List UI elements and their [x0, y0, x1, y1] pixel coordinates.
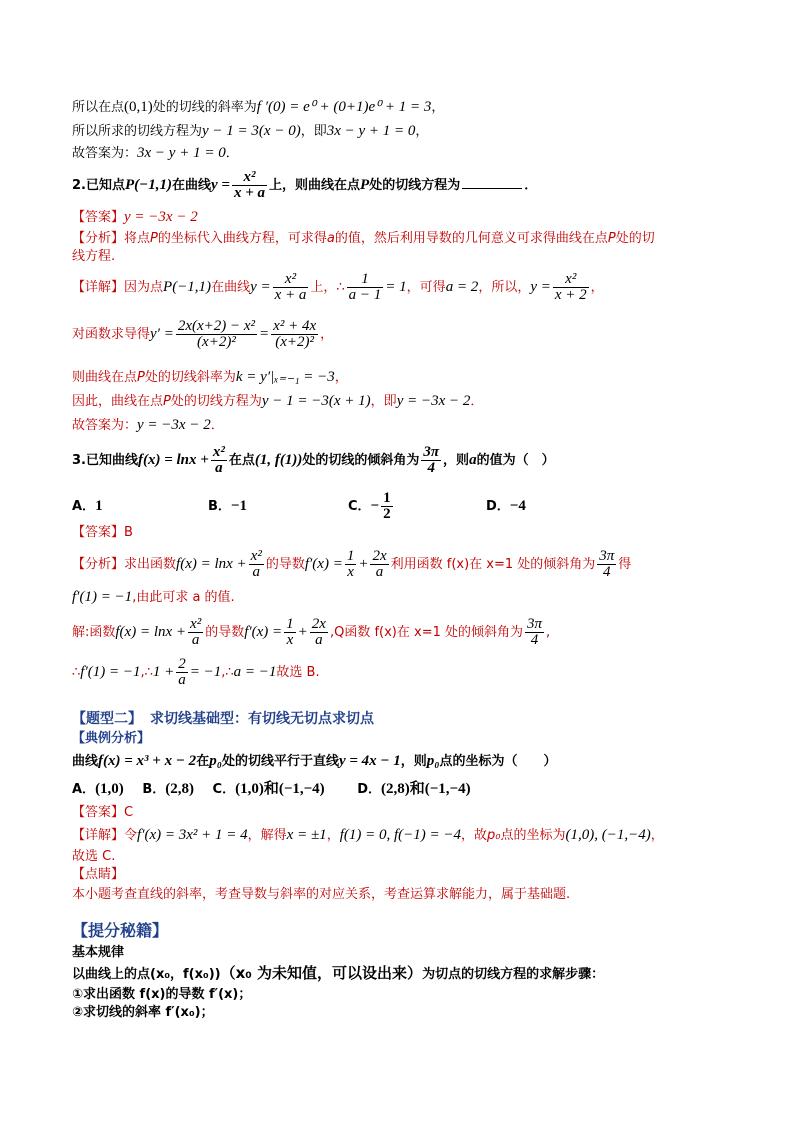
- text: 的值为（ ）: [476, 453, 555, 468]
- denominator: a: [215, 460, 223, 476]
- text: ,∴: [221, 665, 234, 680]
- text: 在: [196, 754, 210, 769]
- text: 线方程.: [72, 249, 116, 264]
- type2-note: 本小题考查直线的斜率，考查导数与斜率的对应关系，考查运算求解能力，属于基础题.: [72, 887, 571, 902]
- tifen-step-1: ①求出函数 f(x)的导数 f′(x)；: [72, 987, 252, 1002]
- text: 处的切线方程为: [170, 394, 262, 409]
- text: 在点: [228, 453, 255, 468]
- math-expr: =: [259, 326, 270, 342]
- math-expr: f(1) = 0, f(−1) = −4: [339, 827, 462, 843]
- math-expr: = 1: [385, 279, 407, 295]
- denominator: (x+2)²: [275, 334, 315, 350]
- math-expr: f′(x) =: [244, 624, 283, 640]
- text: ，: [334, 370, 348, 385]
- text: ,由此可求 a 的值.: [132, 590, 235, 605]
- text: 上，则曲线在点: [269, 178, 361, 193]
- denominator: (x+2)²: [197, 334, 236, 350]
- text: ，可得: [406, 280, 446, 295]
- option-c[interactable]: C．(1,0)和(−1,−4): [212, 781, 325, 797]
- tifen-line-1: [72, 964, 604, 984]
- fraction: [347, 272, 384, 303]
- q2-derivative: [72, 316, 333, 353]
- math-expr: f(x) = x³ + x − 2: [98, 753, 197, 769]
- q3-analysis-1: 【分析】求出函数f(x) = lnx + $\frac{\text{x²}}{a}$ 的导数f′(x) = $\frac{1}{x}$ + $\frac{2x}{a}$ 利用函数 f(x)在 x=1 处的倾斜角为 $\frac{3\pi}{4}$ 得: [72, 548, 632, 580]
- text: ,: [546, 625, 551, 640]
- q3-solution: 解:函数f(x) = lnx + $\frac{\text{x²}}{a}$ 的导数f′(x) = $\frac{1}{x}$ + $\frac{2x}{a}$ ,Q函数 f(x)在 x=1 处的倾斜角为 $\frac{3\pi}{4}$ ,: [72, 616, 551, 648]
- text: ．: [210, 418, 224, 433]
- math-expr: 1 +: [152, 664, 175, 680]
- text: 在曲线: [171, 178, 211, 193]
- answer-value: C: [124, 805, 134, 820]
- option-d[interactable]: D．−4: [486, 498, 526, 514]
- text: ，所以，: [478, 280, 531, 295]
- q2-analysis-1: [72, 230, 655, 248]
- text: 处的切: [615, 231, 655, 246]
- math-expr: f ′(0) = e⁰ + (0+1)e⁰ + 1 = 3: [256, 99, 432, 115]
- text: ，即: [300, 124, 327, 139]
- numerator: x²: [553, 272, 589, 288]
- text: 的导数: [205, 625, 245, 640]
- q2-detail-1: [72, 270, 604, 305]
- text: 对函数求导得: [72, 327, 151, 342]
- math-expr: y − 1 = 3(x − 0): [202, 123, 301, 139]
- math-point: (0,1): [124, 99, 153, 115]
- text: ，则: [400, 754, 427, 769]
- text: ，: [326, 828, 340, 843]
- q2-conclusion: [72, 416, 224, 435]
- text: 处的切线的倾斜角为: [302, 453, 420, 468]
- numerator: x²: [232, 170, 267, 186]
- math-expr: x = ±1: [286, 827, 327, 843]
- fraction: $\frac{1}{x}$: [346, 548, 355, 580]
- tifen-title: 【提分秘籍】: [72, 921, 169, 940]
- math-point: P(−1,1): [163, 279, 212, 295]
- text: （x₀ 为未知值，可以设出来）: [220, 964, 423, 982]
- fraction: [232, 170, 267, 201]
- text: 处的切线的斜率为: [152, 100, 257, 115]
- math-var: a: [469, 452, 477, 468]
- math-expr: k = y′|ₓ₌₋₁ = −3: [235, 369, 335, 385]
- fraction: [553, 272, 589, 303]
- option-c[interactable]: C．− $\frac{1}{2}$: [348, 490, 391, 522]
- q2-stem: [72, 168, 537, 203]
- answer-blank: [462, 188, 522, 189]
- fraction: $\frac{3\pi}{4}$: [599, 548, 615, 580]
- fraction: $\frac{3\pi}{4}$: [527, 616, 543, 648]
- q3-options: [72, 488, 526, 525]
- text: ，即: [370, 394, 397, 409]
- text: 的值，然后利用导数的几何意义可求得曲线在点: [334, 231, 608, 246]
- denominator: x + a: [274, 287, 307, 303]
- math-expr: = −1: [189, 664, 222, 680]
- type2-note-tag: 【点睛】: [72, 867, 125, 882]
- text: 2.已知点: [72, 178, 125, 193]
- text: ，: [320, 327, 334, 342]
- math-point: (1, f(1)): [254, 452, 303, 468]
- option-a[interactable]: A．1: [72, 498, 103, 514]
- option-b[interactable]: B．−1: [208, 498, 247, 514]
- text: 的导数: [265, 557, 305, 572]
- answer-value: B: [124, 525, 133, 540]
- math-expr: a = 2: [445, 279, 479, 295]
- q2-slope: [72, 368, 348, 387]
- text: ．: [225, 146, 239, 161]
- denominator: x + 2: [554, 287, 587, 303]
- numerator: x²: [212, 444, 225, 460]
- answer-tag: 【答案】: [72, 525, 125, 540]
- math-var: P: [150, 231, 158, 246]
- section-bracket: 【题型二】: [72, 711, 142, 727]
- math-var: a: [326, 231, 335, 246]
- text: 因为点: [124, 280, 164, 295]
- denominator: 4: [427, 460, 435, 476]
- text: 以曲线上的点(x₀，f(x₀)): [72, 967, 221, 982]
- math-expr: f(x) = lnx +: [115, 624, 187, 640]
- math-expr: a = −1: [233, 664, 277, 680]
- text: 为切点的切线方程的求解步骤：: [422, 967, 605, 982]
- text: ，: [590, 280, 604, 295]
- numerator: 2x(x+2) − x²: [177, 318, 256, 334]
- denominator: a − 1: [348, 287, 382, 303]
- math-var: p₀: [426, 753, 440, 769]
- answer-tag: 【答案】: [72, 210, 125, 225]
- text: ，: [431, 100, 445, 115]
- math-expr: f′(1) = −1: [80, 664, 141, 680]
- fraction: [271, 319, 318, 350]
- text: ，: [415, 124, 429, 139]
- math-expr: y = −3x − 2: [124, 209, 198, 225]
- option-a[interactable]: A．(1,0): [72, 781, 124, 797]
- math-var: P: [163, 394, 171, 409]
- math-expr: f′(x) =: [304, 556, 343, 572]
- text: 点的坐标为: [500, 828, 566, 843]
- text: 故选 B.: [276, 665, 320, 680]
- math-expr: y = −3x − 2: [396, 393, 471, 409]
- math-expr: y′ =: [150, 326, 174, 342]
- fraction: $\frac{\text{x²}}{a}$: [250, 548, 262, 580]
- text: 处的切线方程为: [369, 178, 461, 193]
- text: 所以在点: [72, 100, 125, 115]
- fraction: [273, 272, 309, 303]
- numerator: x²: [273, 272, 309, 288]
- option-b[interactable]: B．(2,8): [142, 781, 195, 797]
- q2-answer: [72, 208, 198, 227]
- text: 故答案为：: [72, 418, 138, 433]
- math-expr: y = −3x − 2: [137, 417, 211, 433]
- answer-tag: 【答案】: [72, 805, 125, 820]
- denominator: x + a: [233, 185, 266, 201]
- fraction: [211, 445, 227, 476]
- analysis-tag: 【分析】: [72, 231, 125, 246]
- math-expr: f(x) = lnx +: [176, 556, 247, 572]
- text: 得: [618, 557, 632, 572]
- math-expr: 3x − y + 1 = 0: [326, 123, 416, 139]
- math-var: p₀: [487, 828, 501, 843]
- math-expr: y = 4x − 1: [338, 753, 401, 769]
- q2-tangent: [72, 392, 483, 411]
- analysis-tag: 【分析】: [72, 557, 125, 572]
- text: 令: [124, 828, 138, 843]
- type2-stem: [72, 752, 557, 771]
- option-d[interactable]: D．(2,8)和(−1,−4): [357, 781, 471, 797]
- math-expr: f′(x) = 3x² + 1 = 4: [137, 827, 248, 843]
- text: 所以所求的切线方程为: [72, 124, 203, 139]
- text: 解:函数: [72, 625, 116, 640]
- math-expr: f′(1) = −1: [72, 589, 133, 605]
- type2-detail-1: [72, 826, 664, 845]
- math-expr: y − 1 = −3(x + 1): [261, 393, 371, 409]
- prev-line-3: [72, 144, 239, 163]
- text: 求出函数: [124, 557, 177, 572]
- math-expr: y =: [530, 279, 551, 295]
- tifen-step-2: ②求切线的斜率 f′(x₀)；: [72, 1005, 214, 1020]
- fraction: $\frac{2x}{a}$: [372, 548, 387, 580]
- math-var: P: [607, 231, 616, 246]
- text: 则曲线在点: [72, 370, 138, 385]
- fraction: $\frac{2}{a}$: [178, 656, 186, 688]
- math-expr: (1,0), (−1,−4): [565, 827, 651, 843]
- text: 利用函数 f(x)在 x=1 处的倾斜角为: [390, 557, 596, 572]
- math-var: P: [360, 177, 370, 193]
- q2-analysis-2: [72, 248, 115, 266]
- math-expr: y =: [250, 279, 271, 295]
- text: 在曲线: [211, 280, 251, 295]
- math-point: P(−1,1): [124, 177, 172, 193]
- text: 因此，曲线在点: [72, 394, 164, 409]
- fraction: $\frac{1}{2}$: [383, 490, 391, 522]
- math-var: p₀: [209, 753, 222, 769]
- text: ．: [470, 394, 484, 409]
- type2-detail-2: 故选 C.: [72, 849, 116, 864]
- q3-stem: [72, 440, 555, 481]
- text: ．: [524, 178, 538, 193]
- text: ，: [650, 828, 664, 843]
- text: 点的坐标为（ ）: [439, 754, 557, 769]
- q3-analysis-2: [72, 588, 235, 607]
- text: 3.已知曲线: [72, 453, 138, 468]
- section-title: 求切线基础型：有切线无切点求切点: [150, 711, 374, 727]
- type2-answer: [72, 804, 133, 822]
- text: 将点: [124, 231, 151, 246]
- prev-line-1: [72, 98, 444, 117]
- fraction: $\frac{\text{x²}}{a}$: [190, 616, 202, 648]
- text: 故答案为：: [72, 146, 138, 161]
- type2-subtitle: 【典例分析】: [72, 731, 151, 746]
- text: 上，∴: [310, 280, 345, 295]
- tifen-subtitle: 基本规律: [72, 945, 125, 960]
- q3-conclusion: [72, 654, 320, 691]
- text: 的坐标代入曲线方程，可求得: [157, 231, 327, 246]
- numerator: 1: [347, 272, 384, 288]
- text: ∴: [72, 665, 81, 680]
- math-expr: 3x − y + 1 = 0: [137, 145, 226, 161]
- prev-line-2: [72, 122, 428, 141]
- fraction: [421, 445, 441, 476]
- numerator: x² + 4x: [273, 318, 317, 334]
- fraction: $\frac{2x}{a}$: [311, 616, 326, 648]
- fraction: $\frac{1}{x}$: [286, 616, 294, 648]
- math-expr: f(x) = lnx +: [137, 452, 209, 468]
- numerator: 3π: [423, 444, 440, 460]
- math-expr: y =: [211, 177, 230, 193]
- text: 处的切线斜率为: [144, 370, 236, 385]
- text: ，解得: [247, 828, 287, 843]
- math-var: P: [137, 370, 145, 385]
- detail-tag: 【详解】: [72, 280, 125, 295]
- text: 曲线: [72, 754, 99, 769]
- text: ,∴: [140, 665, 153, 680]
- fraction: [176, 319, 257, 350]
- text: ，故: [461, 828, 488, 843]
- detail-tag: 【详解】: [72, 828, 125, 843]
- type2-options: [72, 780, 471, 799]
- text: ，则: [443, 453, 470, 468]
- type2-title: [72, 710, 374, 729]
- q3-answer: [72, 524, 133, 542]
- text: ,Q函数 f(x)在 x=1 处的倾斜角为: [329, 625, 524, 640]
- text: 处的切线平行于直线: [221, 754, 339, 769]
